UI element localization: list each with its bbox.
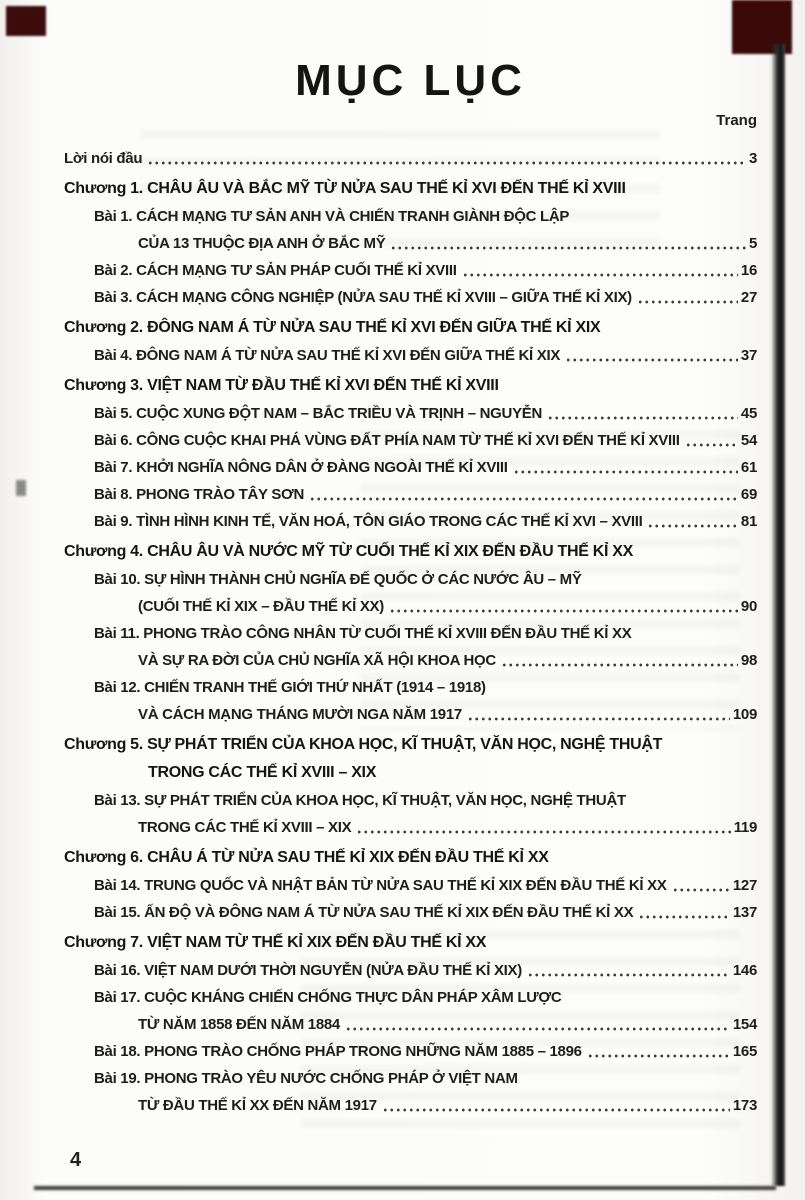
toc-line <box>94 957 757 984</box>
toc-item <box>64 1038 757 1065</box>
toc-item <box>64 787 757 841</box>
toc-page-number: 61 <box>740 459 757 476</box>
toc-line <box>64 145 757 172</box>
toc-entry-text: Bài 19. PHONG TRÀO YÊU NƯỚC CHỐNG PHÁP Ở VIỆT NAM <box>94 1070 518 1087</box>
toc-entry-text: Chương 7. VIỆT NAM TỪ THẾ KỈ XIX ĐẾN ĐẦU THẾ KỈ XX <box>64 934 487 951</box>
toc-line <box>94 342 757 369</box>
toc-entry-text: TỪ ĐẦU THẾ KỈ XX ĐẾN NĂM 1917 <box>138 1097 377 1114</box>
toc-entry-text: Bài 10. SỰ HÌNH THÀNH CHỦ NGHĨA ĐẾ QUỐC Ở CÁC NƯỚC ÂU – MỸ <box>94 571 582 588</box>
toc-entry-text: TRONG CÁC THẾ KỈ XVIII – XIX <box>148 764 377 781</box>
toc-item <box>64 984 757 1038</box>
toc-line <box>64 731 757 759</box>
toc-line <box>94 454 757 481</box>
toc-page-number: 98 <box>740 652 757 669</box>
toc-page-number: 54 <box>740 432 757 449</box>
toc-line <box>94 203 757 230</box>
toc-entry-text: Bài 4. ĐÔNG NAM Á TỪ NỬA SAU THẾ KỈ XVI ĐẾN GIỮA THẾ KỈ XIX <box>94 347 561 364</box>
toc-item <box>64 566 757 620</box>
toc-page-number: 90 <box>740 598 757 615</box>
toc-entry-text: Bài 14. TRUNG QUỐC VÀ NHẬT BẢN TỪ NỬA SAU THẾ KỈ XIX ĐẾN ĐẦU THẾ KỈ XX <box>94 877 667 894</box>
toc-entry-text: TRONG CÁC THẾ KỈ XVIII – XIX <box>138 819 352 836</box>
toc-item <box>64 257 757 284</box>
dot-leader <box>467 701 730 728</box>
dot-leader <box>587 1038 730 1065</box>
toc-page-number: 27 <box>740 289 757 306</box>
toc-line <box>94 481 757 508</box>
dot-leader <box>637 284 738 311</box>
dot-leader <box>547 400 738 427</box>
toc-line <box>64 929 757 957</box>
toc-entry-text: Chương 5. SỰ PHÁT TRIỂN CỦA KHOA HỌC, KĨ THUẬT, VĂN HỌC, NGHỆ THUẬT <box>64 736 663 753</box>
toc-entry-text: Bài 6. CÔNG CUỘC KHAI PHÁ VÙNG ĐẤT PHÍA NAM TỪ THẾ KỈ XVI ĐẾN THẾ KỈ XVIII <box>94 432 680 449</box>
toc-item <box>64 284 757 311</box>
toc-line <box>94 427 757 454</box>
toc-line <box>94 620 757 647</box>
toc-item <box>64 400 757 427</box>
toc-entry-text: Chương 6. CHÂU Á TỪ NỬA SAU THẾ KỈ XIX ĐẾN ĐẦU THẾ KỈ XX <box>64 849 549 866</box>
scan-artifact-bottom-edge <box>34 1186 776 1190</box>
toc-line <box>94 508 757 535</box>
dot-leader <box>647 508 737 535</box>
toc-line <box>94 701 757 728</box>
dot-leader <box>147 145 746 172</box>
toc-page-number: 137 <box>732 904 757 921</box>
toc-line <box>64 372 757 400</box>
scan-artifact-right-edge <box>771 44 785 1186</box>
toc-item <box>64 674 757 728</box>
toc-chapter <box>64 314 757 342</box>
toc-chapter <box>64 844 757 872</box>
toc-line <box>94 593 757 620</box>
toc-page-number: 173 <box>732 1097 757 1114</box>
toc-line <box>94 899 757 926</box>
dot-leader <box>389 593 738 620</box>
toc-page-number: 119 <box>733 819 757 836</box>
toc-page-number: 146 <box>732 962 757 979</box>
toc-entry-text: Bài 18. PHONG TRÀO CHỐNG PHÁP TRONG NHỮNG NĂM 1885 – 1896 <box>94 1043 582 1060</box>
toc-page-number: 154 <box>732 1016 757 1033</box>
toc-page-number: 45 <box>740 405 757 422</box>
toc-page-number: 37 <box>740 347 757 364</box>
page-title: MỤC LỤC <box>295 56 526 105</box>
dot-leader <box>462 257 738 284</box>
toc-line <box>64 538 757 566</box>
toc-page-number: 69 <box>740 486 757 503</box>
scan-artifact-left-tick <box>16 480 26 496</box>
toc-line <box>94 647 757 674</box>
toc-item <box>64 203 757 257</box>
toc-entry-text: VÀ CÁCH MẠNG THÁNG MƯỜI NGA NĂM 1917 <box>138 706 462 723</box>
dot-leader <box>501 647 738 674</box>
toc-entry-text: Bài 7. KHỞI NGHĨA NÔNG DÂN Ở ĐÀNG NGOÀI THẾ KỈ XVIII <box>94 459 508 476</box>
toc-item <box>64 427 757 454</box>
toc-line <box>94 984 757 1011</box>
toc-item <box>64 899 757 926</box>
toc-item <box>64 342 757 369</box>
toc-page-number: 3 <box>748 150 757 167</box>
toc-entry-text: CỦA 13 THUỘC ĐỊA ANH Ở BẮC MỸ <box>138 235 386 252</box>
toc-line <box>94 872 757 899</box>
toc-item <box>64 508 757 535</box>
toc-line <box>94 1038 757 1065</box>
toc-line <box>94 814 757 841</box>
dot-leader <box>565 342 738 369</box>
toc-chapter <box>64 538 757 566</box>
page-column-header: Trang <box>716 112 757 129</box>
page-number: 4 <box>70 1149 82 1171</box>
toc-line <box>94 400 757 427</box>
toc-page-number: 81 <box>740 513 757 530</box>
toc-entry-text: Bài 2. CÁCH MẠNG TƯ SẢN PHÁP CUỐI THẾ KỈ XVIII <box>94 262 457 279</box>
scan-artifact-corner-top-left <box>6 6 46 36</box>
toc-chapter <box>64 929 757 957</box>
toc-entry-text: Bài 16. VIỆT NAM DƯỚI THỜI NGUYỄN (NỬA ĐẦU THẾ KỈ XIX) <box>94 962 522 979</box>
dot-leader <box>638 899 730 926</box>
toc-entry-text: Lời nói đầu <box>64 150 143 167</box>
toc-entry-text: Bài 17. CUỘC KHÁNG CHIẾN CHỐNG THỰC DÂN PHÁP XÂM LƯỢC <box>94 989 562 1006</box>
toc-page-number: 127 <box>732 877 757 894</box>
toc-item <box>64 957 757 984</box>
toc-page-number: 16 <box>740 262 757 279</box>
toc-entry-text: (CUỐI THẾ KỈ XIX – ĐẦU THẾ KỈ XX) <box>138 598 384 615</box>
toc-entry-text: Chương 2. ĐÔNG NAM Á TỪ NỬA SAU THẾ KỈ XVI ĐẾN GIỮA THẾ KỈ XIX <box>64 319 601 336</box>
toc-chapter <box>64 175 757 203</box>
dot-leader <box>672 872 730 899</box>
toc-item <box>64 620 757 674</box>
toc-page-number: 5 <box>748 235 757 252</box>
toc-line <box>94 1011 757 1038</box>
dot-leader <box>685 427 738 454</box>
dot-leader <box>309 481 738 508</box>
table-of-contents <box>64 145 757 1119</box>
toc-entry-text: Chương 3. VIỆT NAM TỪ ĐẦU THẾ KỈ XVI ĐẾN THẾ KỈ XVIII <box>64 377 499 394</box>
toc-entry-text: Bài 1. CÁCH MẠNG TƯ SẢN ANH VÀ CHIẾN TRANH GIÀNH ĐỘC LẬP <box>94 208 570 225</box>
toc-chapter <box>64 731 757 787</box>
toc-line <box>64 175 757 203</box>
toc-page-number: 109 <box>732 706 757 723</box>
toc-entry-text: VÀ SỰ RA ĐỜI CỦA CHỦ NGHĨA XÃ HỘI KHOA HỌC <box>138 652 496 669</box>
toc-line <box>94 1092 757 1119</box>
toc-line <box>64 314 757 342</box>
page-content <box>64 0 757 1119</box>
toc-line <box>94 257 757 284</box>
dot-leader <box>356 814 730 841</box>
dot-leader <box>382 1092 730 1119</box>
toc-item <box>64 145 757 172</box>
toc-entry-text: Bài 11. PHONG TRÀO CÔNG NHÂN TỪ CUỐI THẾ KỈ XVIII ĐẾN ĐẦU THẾ KỈ XX <box>94 625 632 642</box>
toc-line <box>94 566 757 593</box>
toc-chapter <box>64 372 757 400</box>
toc-entry-text: Bài 15. ẤN ĐỘ VÀ ĐÔNG NAM Á TỪ NỬA SAU THẾ KỈ XIX ĐẾN ĐẦU THẾ KỈ XX <box>94 904 634 921</box>
toc-item <box>64 1065 757 1119</box>
toc-item <box>64 481 757 508</box>
toc-line <box>94 674 757 701</box>
dot-leader <box>345 1011 730 1038</box>
toc-entry-text: Bài 13. SỰ PHÁT TRIỂN CỦA KHOA HỌC, KĨ THUẬT, VĂN HỌC, NGHỆ THUẬT <box>94 792 626 809</box>
toc-line <box>94 284 757 311</box>
toc-line <box>94 1065 757 1092</box>
toc-entry-text: Chương 4. CHÂU ÂU VÀ NƯỚC MỸ TỪ CUỐI THẾ KỈ XIX ĐẾN ĐẦU THẾ KỈ XX <box>64 543 634 560</box>
toc-line <box>64 844 757 872</box>
toc-entry-text: TỪ NĂM 1858 ĐẾN NĂM 1884 <box>138 1016 340 1033</box>
toc-line <box>94 787 757 814</box>
dot-leader <box>513 454 738 481</box>
dot-leader <box>390 230 746 257</box>
toc-entry-text: Bài 3. CÁCH MẠNG CÔNG NGHIỆP (NỬA SAU THẾ KỈ XVIII – GIỮA THẾ KỈ XIX) <box>94 289 632 306</box>
toc-entry-text: Bài 8. PHONG TRÀO TÂY SƠN <box>94 486 305 503</box>
toc-entry-text: Bài 5. CUỘC XUNG ĐỘT NAM – BẮC TRIỀU VÀ TRỊNH – NGUYỄN <box>94 405 543 422</box>
toc-item <box>64 872 757 899</box>
toc-entry-text: Bài 9. TÌNH HÌNH KINH TẾ, VĂN HOÁ, TÔN GIÁO TRONG CÁC THẾ KỈ XVI – XVIII <box>94 513 643 530</box>
toc-entry-text: Bài 12. CHIẾN TRANH THẾ GIỚI THỨ NHẤT (1914 – 1918) <box>94 679 486 696</box>
dot-leader <box>527 957 730 984</box>
toc-line <box>94 230 757 257</box>
toc-line <box>64 759 757 787</box>
toc-item <box>64 454 757 481</box>
toc-page-number: 165 <box>732 1043 757 1060</box>
toc-entry-text: Chương 1. CHÂU ÂU VÀ BẮC MỸ TỪ NỬA SAU THẾ KỈ XVI ĐẾN THẾ KỈ XVIII <box>64 180 626 197</box>
